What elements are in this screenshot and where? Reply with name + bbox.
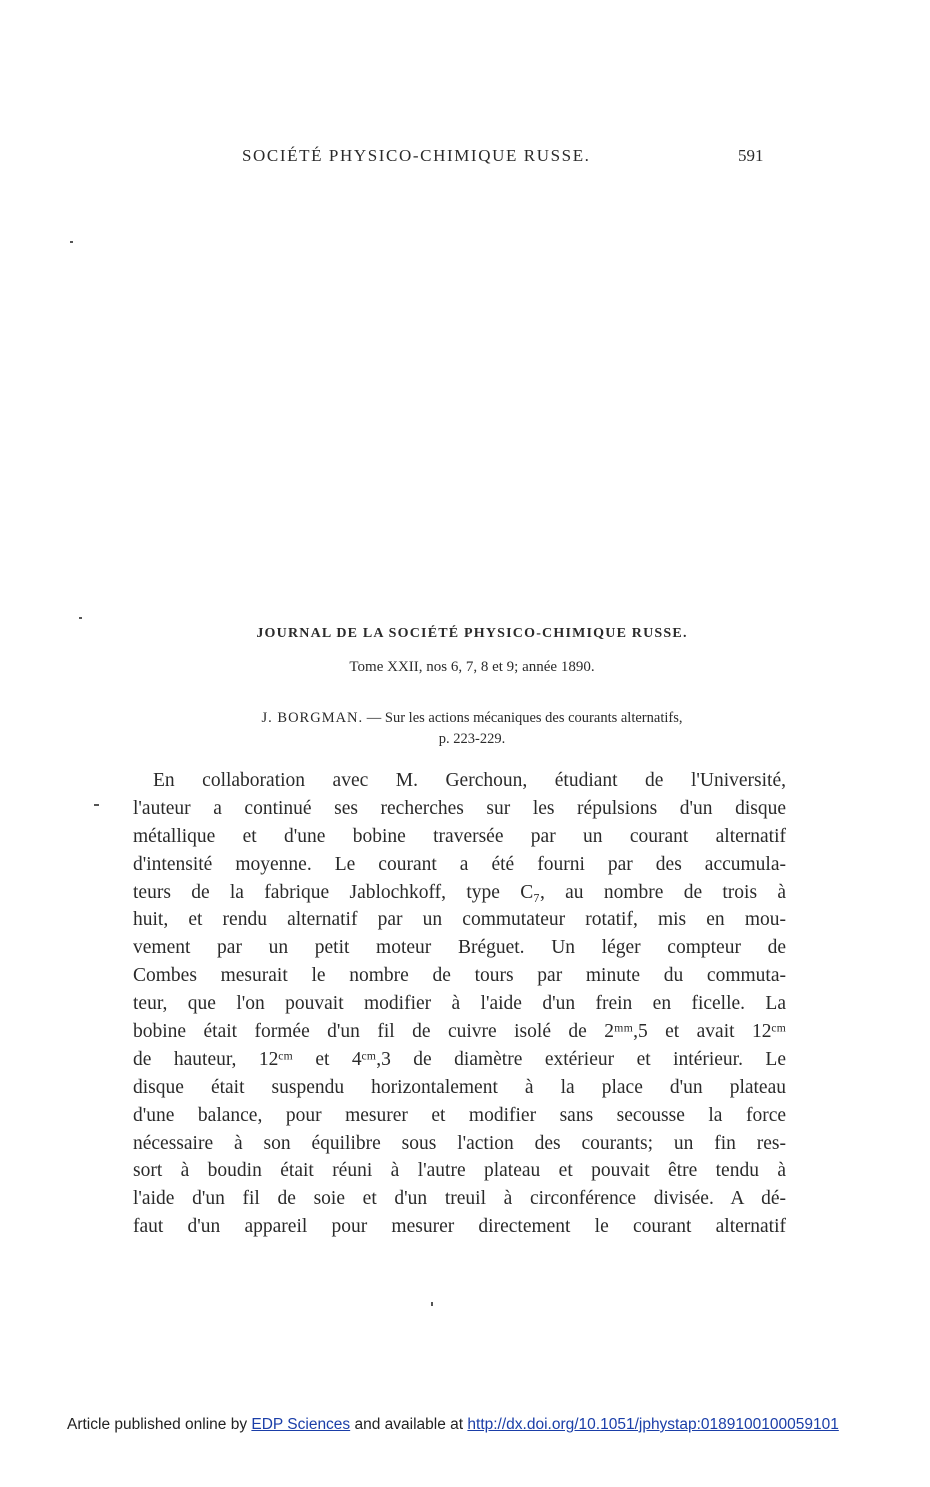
body-line: de hauteur, 12ᶜᵐ et 4ᶜᵐ,3 de diamètre extérieur et intérieur. Le [133,1048,786,1070]
footer-middle: and available at [350,1416,468,1433]
article-body [133,767,786,1241]
doi-link[interactable]: http://dx.doi.org/10.1051/jphystap:0189100100059101 [467,1416,839,1433]
body-line: d'intensité moyenne. Le courant a été fourni par des accumula- [133,853,786,875]
body-line: sort à boudin était réuni à l'autre plateau et pouvait être tendu à [133,1160,786,1182]
publisher-link[interactable]: EDP Sciences [251,1416,351,1433]
article-title: — Sur les actions mécaniques des courants alternatifs, [366,710,683,726]
body-line: nécessaire à son équilibre sous l'action des courants; un fin res- [133,1132,786,1154]
article-heading [0,708,930,750]
body-line: d'une balance, pour mesurer et modifier sans secousse la force [133,1104,786,1126]
body-line: l'auteur a continué ses recherches sur les répulsions d'un disque [133,797,786,819]
scan-speck [79,617,82,619]
article-pages: p. 223-229. [438,731,506,747]
volume-line: Tome XXII, nos 6, 7, 8 et 9; année 1890. [349,659,595,675]
body-line: teur, que l'on pouvait modifier à l'aide d'un frein en ficelle. La [133,993,786,1015]
body-line: l'aide d'un fil de soie et d'un treuil à circonférence divisée. A dé- [133,1188,786,1210]
body-line: vement par un petit moteur Bréguet. Un léger compteur de [133,937,786,959]
running-head [0,146,930,170]
running-title: SOCIÉTÉ PHYSICO-CHIMIQUE RUSSE. [242,146,591,165]
footer-prefix: Article published online by [67,1416,252,1433]
body-line: disque était suspendu horizontalement à la place d'un plateau [133,1076,786,1098]
body-line: faut d'un appareil pour mesurer directement le courant alternatif [133,1216,786,1238]
article-author: J. BORGMAN. [261,710,364,726]
body-line: métallique et d'une bobine traversée par un courant alternatif [133,825,786,847]
scan-speck [94,804,99,806]
scan-speck [431,1302,433,1306]
page-number: 591 [738,146,764,165]
body-line: En collaboration avec M. Gerchoun, étudiant de l'Université, [153,770,786,791]
scan-speck [70,241,73,243]
body-line: huit, et rendu alternatif par un commutateur rotatif, mis en mou- [133,909,786,931]
publication-footer [67,1416,839,1434]
journal-title: JOURNAL DE LA SOCIÉTÉ PHYSICO-CHIMIQUE RUSSE. [256,626,688,641]
body-line: bobine était formée d'un fil de cuivre isolé de 2ᵐᵐ,5 et avait 12ᶜᵐ [133,1021,786,1043]
body-line: Combes mesurait le nombre de tours par minute du commuta- [133,965,786,987]
body-line: teurs de la fabrique Jablochkoff, type C₇, au nombre de trois à [133,881,786,903]
